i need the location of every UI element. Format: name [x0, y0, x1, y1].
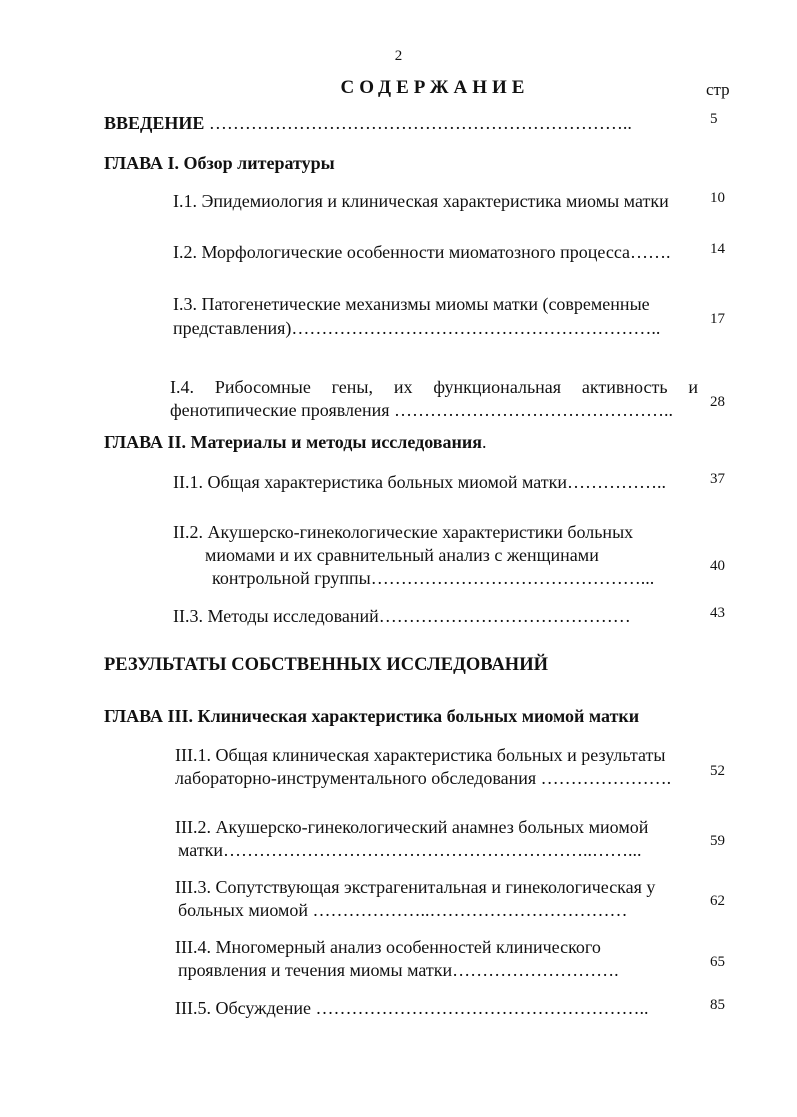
toc-line: миомами и их сравнительный анализ с женщинами: [205, 545, 599, 565]
toc-page-number: 5: [710, 111, 718, 127]
toc-line: I.2. Морфологические особенности миоматозного процесса…….: [173, 242, 671, 262]
toc-line: матки……………………………………………………..……...: [178, 840, 642, 860]
toc-line: представления)……………………………………………………..: [173, 318, 661, 338]
page-title: СОДЕРЖАНИЕ: [340, 77, 530, 98]
toc-line: I.1. Эпидемиология и клиническая характеристика миомы матки: [173, 191, 669, 211]
toc-intro-dots: ……………………………………………………………..: [204, 113, 632, 133]
toc-page-number: 28: [710, 394, 725, 410]
toc-line: контрольной группы………………………………………...: [212, 568, 655, 588]
toc-line: лабораторно-инструментального обследования ………………….: [175, 768, 672, 788]
chapter-heading-text: ГЛАВА II. Материалы и методы исследования: [104, 432, 482, 452]
toc-entry-introduction: [104, 113, 632, 134]
chapter-heading: ГЛАВА III. Клиническая характеристика больных миомой матки: [104, 706, 640, 726]
toc-page-number: 40: [710, 558, 725, 574]
toc-line: проявления и течения миомы матки……………………….: [178, 960, 619, 980]
toc-line: III.1. Общая клиническая характеристика больных и результаты: [175, 745, 666, 765]
toc-page-number: 52: [710, 763, 725, 779]
toc-line: III.3. Сопутствующая экстрагенитальная и гинекологическая у: [175, 877, 656, 897]
toc-page-number: 43: [710, 605, 725, 621]
toc-line: больных миомой ………………..……………………………: [178, 900, 628, 920]
toc-line: I.3. Патогенетические механизмы миомы матки (современные: [173, 294, 650, 314]
toc-line: I.4. Рибосомные гены, их функциональная активность и: [170, 377, 698, 397]
toc-page-number: 62: [710, 893, 725, 909]
toc-page-number: 85: [710, 997, 725, 1013]
toc-line: III.5. Обсуждение ………………………………………………..: [175, 998, 649, 1018]
page-number: 2: [394, 48, 403, 64]
chapter-heading: ГЛАВА I. Обзор литературы: [104, 153, 335, 173]
toc-line: III.4. Многомерный анализ особенностей клинического: [175, 937, 601, 957]
toc-page-number: 59: [710, 833, 725, 849]
toc-line: III.2. Акушерско-гинекологический анамнез больных миомой: [175, 817, 649, 837]
toc-line: II.2. Акушерско-гинекологические характеристики больных: [173, 522, 634, 542]
chapter-heading: [104, 432, 487, 453]
section-heading: РЕЗУЛЬТАТЫ СОБСТВЕННЫХ ИССЛЕДОВАНИЙ: [104, 655, 548, 675]
toc-page-number: 10: [710, 190, 725, 206]
toc-line: фенотипические проявления ………………………………………..: [170, 400, 674, 420]
toc-page-number: 17: [710, 311, 725, 327]
toc-page-number: 14: [710, 241, 725, 257]
toc-line: II.3. Методы исследований……………………………………: [173, 606, 631, 626]
toc-page-number: 65: [710, 954, 725, 970]
toc-page-number: 37: [710, 471, 725, 487]
toc-intro-label: ВВЕДЕНИЕ: [104, 113, 205, 133]
toc-line: II.1. Общая характеристика больных миомой матки……………..: [173, 472, 667, 492]
chapter-heading-period: .: [482, 432, 487, 452]
page-column-label: стр: [706, 80, 730, 99]
